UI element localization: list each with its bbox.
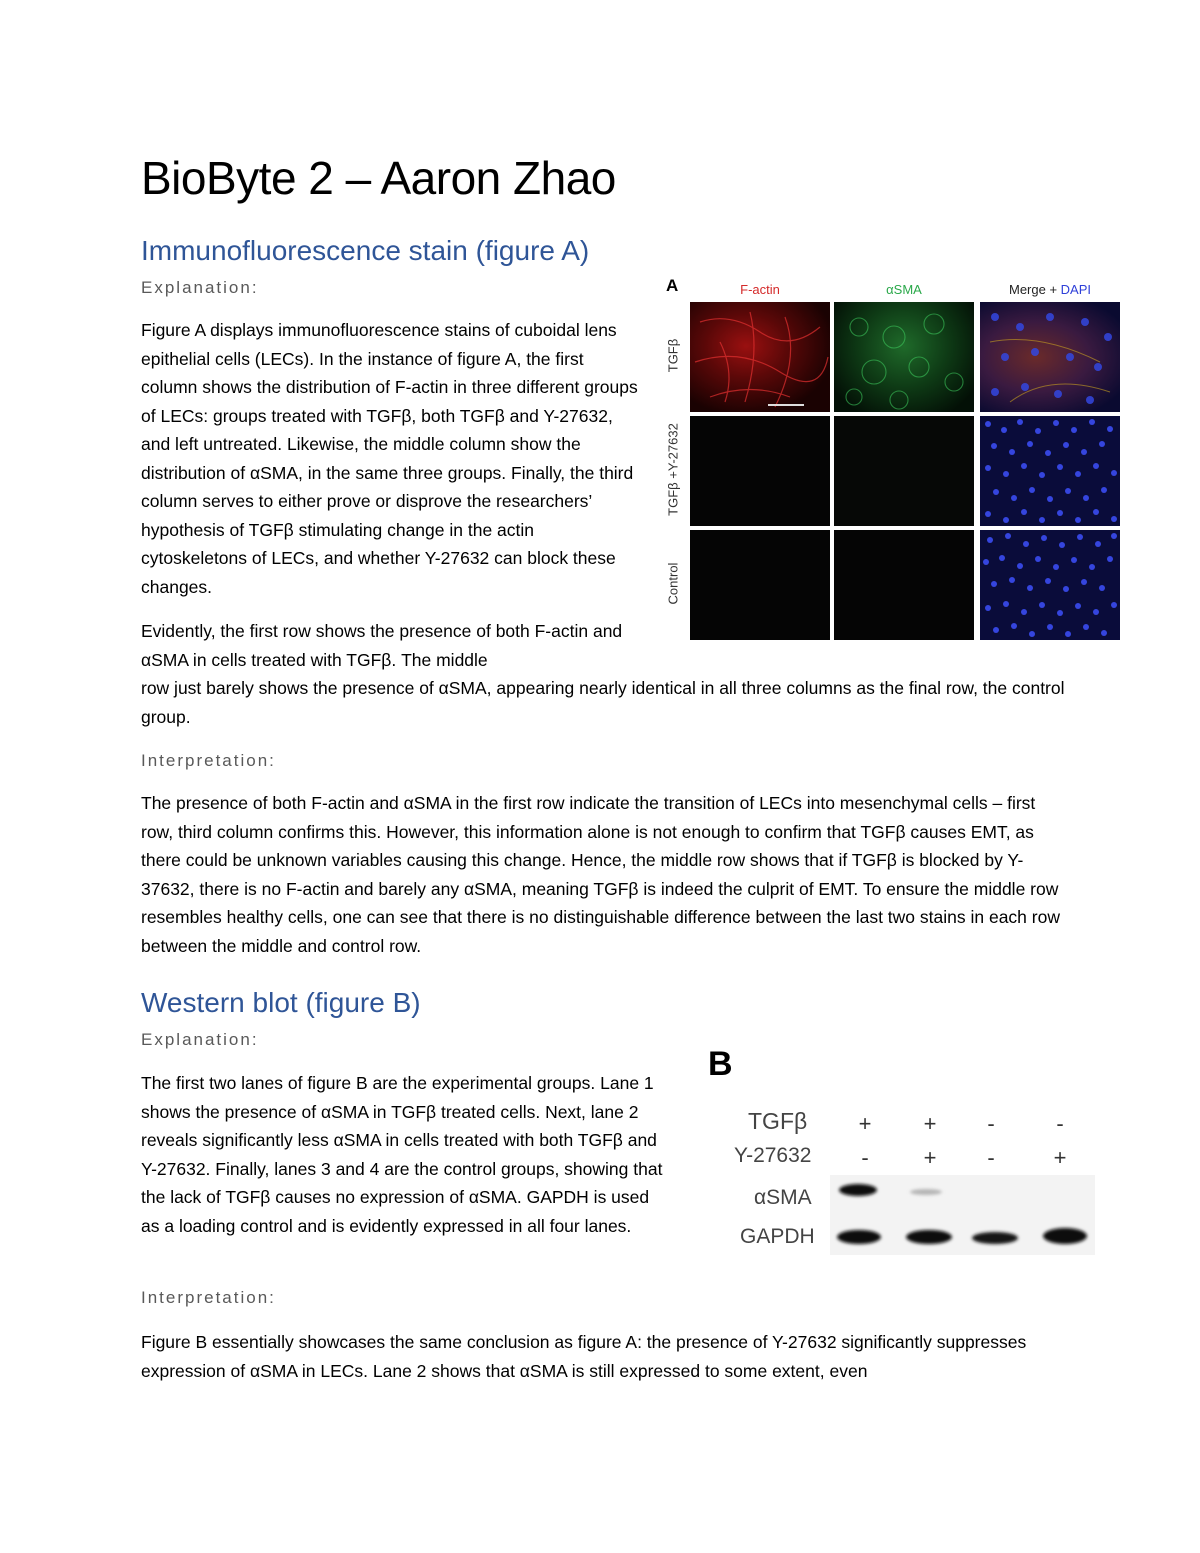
gapdh-band-lane-3 <box>972 1232 1018 1244</box>
tgfb-sign-lane-1: + <box>858 1111 872 1136</box>
figure-b <box>700 1045 1100 1260</box>
asma-band-lane-2 <box>910 1189 942 1195</box>
section-a-paragraph-2b: row just barely shows the presence of αSMA, appearing nearly identical in all three columns as the final row, the control group. <box>141 678 1065 727</box>
section-b-interpretation-label: Interpretation: <box>141 1288 276 1307</box>
section-b-explanation-label: Explanation: <box>141 1030 259 1049</box>
asma-band-lane-1 <box>839 1184 877 1196</box>
panel-tgfb-merge <box>980 302 1120 412</box>
section-a-paragraph-3: The presence of both F-actin and αSMA in the first row indicate the transition of LECs into mesenchymal cells – first row, third column confirms this. However, this information alone is not enough to confirm that TGFβ causes EMT, as there could be unknown variables causing this change. Hence, the middle row shows that if TGFβ is blocked by Y-37632, there is no F-actin and barely any αSMA, meaning TGFβ is indeed the culprit of EMT. To ensure the middle row resembles healthy cells, one can see that there is no distinguishable difference between the last two stains in each row between the middle and control row. <box>141 793 1060 956</box>
row-label-control: Control <box>665 562 681 605</box>
gapdh-band-lane-2 <box>906 1230 952 1244</box>
row-label-asma: αSMA <box>754 1186 812 1209</box>
panel-tgfb-y27632-factin <box>690 416 830 526</box>
dapi-nuclei <box>980 416 1120 526</box>
row-label-tgfb: TGFβ <box>665 338 681 373</box>
gapdh-band-lane-4 <box>1043 1228 1087 1244</box>
row-label-y27632: Y-27632 <box>734 1144 812 1167</box>
panel-tgfb-y27632-asma <box>834 416 974 526</box>
merge-texture <box>980 302 1120 412</box>
asma-texture <box>834 302 974 412</box>
gapdh-band-lane-1 <box>837 1230 881 1244</box>
section-a-interpretation-label: Interpretation: <box>141 751 276 770</box>
dapi-nuclei <box>980 530 1120 640</box>
figure-b-letter: B <box>708 1045 733 1083</box>
y27632-sign-lane-3: - <box>987 1145 995 1170</box>
tgfb-sign-lane-2: + <box>923 1111 937 1136</box>
panel-tgfb-asma <box>834 302 974 412</box>
figure-a <box>666 276 1126 648</box>
merge-label: Merge + <box>1008 282 1061 297</box>
scale-bar <box>768 404 804 406</box>
western-blot-membrane <box>830 1175 1095 1255</box>
column-header-merge <box>980 282 1120 297</box>
section-a-explanation-label: Explanation: <box>141 278 259 297</box>
column-header-factin: F-actin <box>740 282 780 297</box>
panel-tgfb-factin <box>690 302 830 412</box>
y27632-sign-lane-1: - <box>861 1145 869 1170</box>
section-a-paragraph-2a: Evidently, the first row shows the presence of both F-actin and αSMA in cells treated with TGFβ. The middle <box>141 621 623 670</box>
y27632-sign-lane-2: + <box>923 1145 937 1170</box>
panel-tgfb-y27632-merge <box>980 416 1120 526</box>
section-a-heading: Immunofluorescence stain (figure A) <box>141 235 590 266</box>
row-label-gapdh: GAPDH <box>740 1225 815 1248</box>
y27632-sign-lane-4: + <box>1053 1145 1067 1170</box>
section-b-paragraph-2: Figure B essentially showcases the same conclusion as figure A: the presence of Y-27632 significantly suppresses expression of αSMA in LECs. Lane 2 shows that αSMA is still expressed to some extent, even <box>141 1332 1027 1381</box>
paragraph-text: Figure A displays immunofluorescence stains of cuboidal lens epithelial cells (LECs). In the instance of figure A, the first column shows the distribution of F-actin in three different groups of LECs: groups treated with TGFβ, both TGFβ and Y-27632, and left untreated. Likewise, the middle column show the distribution of αSMA, in the same three groups. Finally, the third column serves to either prove or disprove the researchers’ hypothesis of TGFβ stimulating change in the actin cytoskeletons of LECs, and whether Y-27632 can block these changes. <box>141 320 638 597</box>
row-label-tgfb: TGFβ <box>748 1108 808 1134</box>
tgfb-sign-lane-4: - <box>1056 1111 1064 1136</box>
section-b-heading: Western blot (figure B) <box>141 987 421 1018</box>
row-label-tgfb-y27632: TGFβ +Y-27632 <box>665 423 681 516</box>
figure-a-letter: A <box>666 276 679 295</box>
section-a-paragraph-1 <box>141 316 641 601</box>
dapi-label: DAPI <box>1060 282 1091 297</box>
panel-control-merge <box>980 530 1120 640</box>
tgfb-sign-lane-3: - <box>987 1111 995 1136</box>
panel-control-factin <box>690 530 830 640</box>
column-header-asma: αSMA <box>886 282 922 297</box>
panel-control-asma <box>834 530 974 640</box>
section-b-paragraph-1: The first two lanes of figure B are the experimental groups. Lane 1 shows the presence of αSMA in TGFβ treated cells. Next, lane 2 reveals significantly less αSMA in cells treated with both TGFβ and Y-27632. Finally, lanes 3 and 4 are the control groups, showing that the lack of TGFβ causes no expression of αSMA. GAPDH is used as a loading control and is evidently expressed in all four lanes. <box>141 1073 663 1236</box>
factin-texture <box>690 302 830 412</box>
page-title: BioByte 2 – Aaron Zhao <box>141 152 616 204</box>
